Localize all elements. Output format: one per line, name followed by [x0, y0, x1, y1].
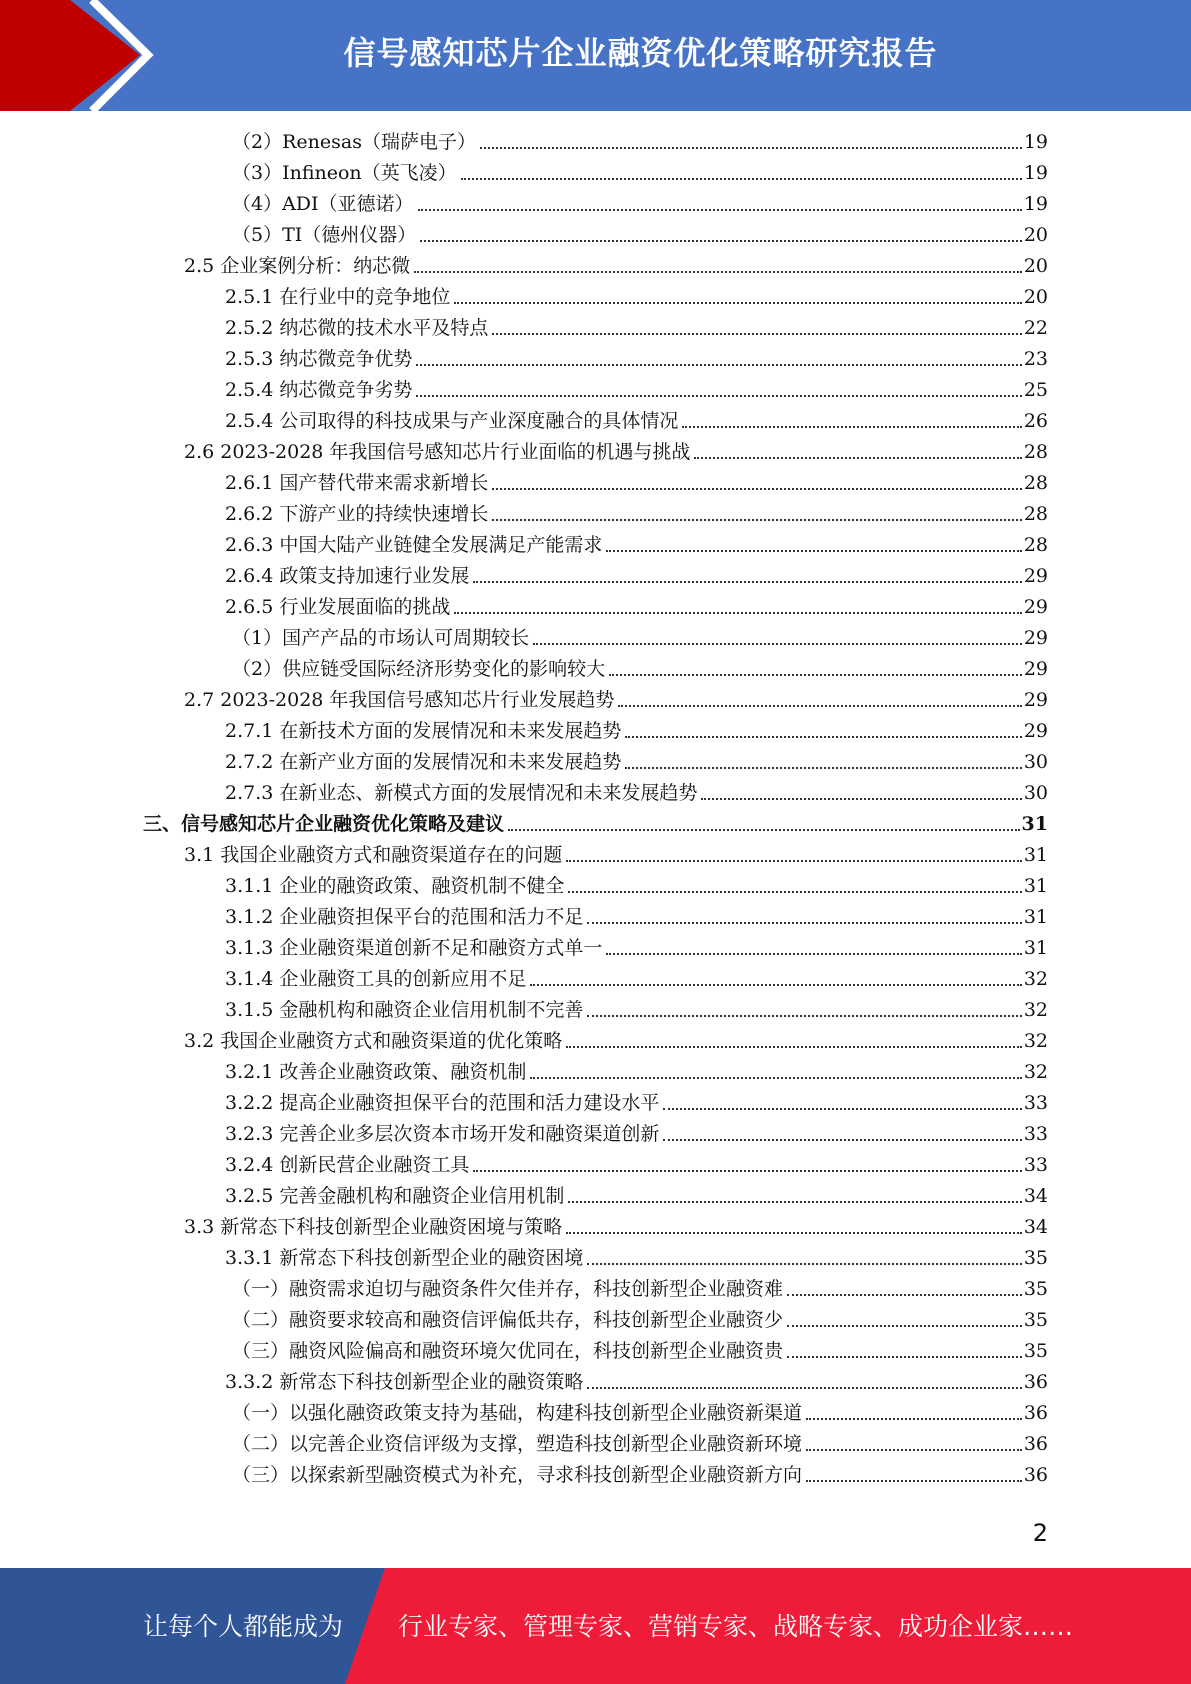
toc-entry-label: 2.7 2023-2028 年我国信号感知芯片行业发展趋势	[184, 689, 615, 711]
toc-entry[interactable]	[184, 251, 1048, 282]
toc-entry-label: 3.1.1 企业的融资政策、融资机制不健全	[225, 875, 565, 897]
toc-entry[interactable]	[225, 282, 1048, 313]
toc-entry[interactable]	[184, 685, 1048, 716]
toc-entry-label: 2.6 2023-2028 年我国信号感知芯片行业面临的机遇与挑战	[184, 441, 691, 463]
footer-slogan-right: 行业专家、管理专家、营销专家、战略专家、成功企业家……	[398, 1612, 1074, 1641]
toc-entry[interactable]	[184, 1212, 1048, 1243]
toc-entry-page: 33	[1023, 1123, 1048, 1145]
toc-entry[interactable]	[232, 1429, 1048, 1460]
toc-entry-label: 2.7.2 在新产业方面的发展情况和未来发展趋势	[225, 751, 622, 773]
toc-entry[interactable]	[232, 1305, 1048, 1336]
toc-entry-label: 2.7.3 在新业态、新模式方面的发展情况和未来发展趋势	[225, 782, 698, 804]
toc-entry-page: 29	[1023, 565, 1048, 587]
footer-slogan-left: 让每个人都能成为	[143, 1612, 344, 1641]
toc-entry[interactable]	[225, 964, 1048, 995]
toc-entry-label: 2.5.4 公司取得的科技成果与产业深度融合的具体情况	[225, 410, 679, 432]
report-title: 信号感知芯片企业融资优化策略研究报告	[343, 34, 938, 72]
toc-entry-page: 26	[1023, 410, 1048, 432]
toc-entry-page: 36	[1023, 1371, 1048, 1393]
toc-entry-label: 2.6.1 国产替代带来需求新增长	[225, 472, 489, 494]
toc-entry-page: 32	[1023, 1061, 1048, 1083]
toc-entry-page: 25	[1023, 379, 1048, 401]
toc-entry[interactable]	[225, 561, 1048, 592]
toc-entry[interactable]	[225, 530, 1048, 561]
toc-entry[interactable]	[225, 313, 1048, 344]
toc-entry-page: 28	[1023, 441, 1048, 463]
toc-entry-page: 35	[1023, 1278, 1048, 1300]
toc-entry[interactable]	[225, 716, 1048, 747]
toc-entry-page: 30	[1023, 751, 1048, 773]
toc-entry[interactable]	[225, 995, 1048, 1026]
toc-entry[interactable]	[225, 1150, 1048, 1181]
toc-entry-label: （一）以强化融资政策支持为基础，构建科技创新型企业融资新渠道	[232, 1402, 803, 1424]
toc-entry[interactable]	[232, 127, 1048, 158]
toc-entry-label: 3.2.3 完善企业多层次资本市场开发和融资渠道创新	[225, 1123, 660, 1145]
toc-entry-label: （二）融资要求较高和融资信评偏低共存，科技创新型企业融资少	[232, 1309, 784, 1331]
toc-entry[interactable]	[232, 1336, 1048, 1367]
toc-entry-label: （1）国产产品的市场认可周期较长	[232, 627, 530, 649]
header-arrow-decoration	[0, 0, 160, 111]
toc-entry-label: 3.1 我国企业融资方式和融资渠道存在的问题	[184, 844, 563, 866]
toc-entry[interactable]	[225, 1088, 1048, 1119]
toc-entry-page: 31	[1023, 906, 1048, 928]
toc-entry-label: 2.7.1 在新技术方面的发展情况和未来发展趋势	[225, 720, 622, 742]
toc-entry-page: 19	[1023, 193, 1048, 215]
toc-entry-label: 3.2.1 改善企业融资政策、融资机制	[225, 1061, 527, 1083]
toc-entry-page: 32	[1023, 1030, 1048, 1052]
toc-entry-label: 3.2.5 完善金融机构和融资企业信用机制	[225, 1185, 565, 1207]
toc-entry-page: 20	[1023, 224, 1048, 246]
toc-entry[interactable]	[225, 778, 1048, 809]
toc-entry-label: 2.5.3 纳芯微竞争优势	[225, 348, 413, 370]
toc-entry-page: 29	[1023, 720, 1048, 742]
toc-entry-label: （3）Infineon（英飞凌）	[232, 162, 457, 184]
toc-entry[interactable]	[232, 158, 1048, 189]
toc-entry-page: 28	[1023, 534, 1048, 556]
toc-entry-label: 2.6.4 政策支持加速行业发展	[225, 565, 470, 587]
toc-entry-label: 3.1.2 企业融资担保平台的范围和活力不足	[225, 906, 584, 928]
toc-entry-label: （4）ADI（亚德诺）	[232, 193, 414, 215]
toc-entry[interactable]	[225, 1367, 1048, 1398]
toc-entry-label: 三、信号感知芯片企业融资优化策略及建议	[143, 813, 505, 835]
toc-entry[interactable]	[184, 840, 1048, 871]
toc-entry[interactable]	[232, 1460, 1048, 1491]
page-number: 2	[1032, 1519, 1048, 1547]
toc-entry-page: 29	[1023, 689, 1048, 711]
toc-entry[interactable]	[225, 344, 1048, 375]
toc-entry-page: 29	[1023, 658, 1048, 680]
toc-entry[interactable]	[225, 375, 1048, 406]
toc-entry[interactable]	[225, 406, 1048, 437]
toc-entry-page: 35	[1023, 1309, 1048, 1331]
toc-entry[interactable]	[225, 592, 1048, 623]
toc-entry-page: 35	[1023, 1247, 1048, 1269]
toc-entry-page: 19	[1023, 131, 1048, 153]
toc-entry-page: 22	[1023, 317, 1048, 339]
toc-entry-label: 3.2.2 提高企业融资担保平台的范围和活力建设水平	[225, 1092, 660, 1114]
toc-entry-label: 2.5.2 纳芯微的技术水平及特点	[225, 317, 489, 339]
toc-entry[interactable]	[225, 1181, 1048, 1212]
toc-entry-label: （二）以完善企业资信评级为支撑，塑造科技创新型企业融资新环境	[232, 1433, 803, 1455]
toc-entry-label: 3.1.4 企业融资工具的创新应用不足	[225, 968, 527, 990]
toc-entry[interactable]	[225, 1057, 1048, 1088]
toc-entry-page: 36	[1023, 1433, 1048, 1455]
toc-entry-page: 31	[1021, 813, 1048, 835]
toc-entry[interactable]	[232, 654, 1048, 685]
toc-entry-page: 30	[1023, 782, 1048, 804]
toc-entry[interactable]	[225, 902, 1048, 933]
toc-entry-page: 28	[1023, 472, 1048, 494]
toc-entry-label: 3.3.2 新常态下科技创新型企业的融资策略	[225, 1371, 584, 1393]
toc-entry[interactable]	[232, 623, 1048, 654]
toc-entry-page: 31	[1023, 875, 1048, 897]
toc-entry-page: 19	[1023, 162, 1048, 184]
toc-entry[interactable]	[232, 220, 1048, 251]
toc-entry-label: （三）融资风险偏高和融资环境欠优同在，科技创新型企业融资贵	[232, 1340, 784, 1362]
toc-entry-page: 23	[1023, 348, 1048, 370]
toc-entry-label: （2）Renesas（瑞萨电子）	[232, 131, 476, 153]
toc-entry-label: （三）以探索新型融资模式为补充，寻求科技创新型企业融资新方向	[232, 1464, 803, 1486]
toc-entry[interactable]	[225, 1243, 1048, 1274]
toc-entry[interactable]	[225, 871, 1048, 902]
toc-entry-page: 32	[1023, 968, 1048, 990]
toc-entry[interactable]	[225, 468, 1048, 499]
toc-entry-label: 2.6.3 中国大陆产业链健全发展满足产能需求	[225, 534, 603, 556]
toc-entry-page: 36	[1023, 1402, 1048, 1424]
toc-entry-page: 20	[1023, 255, 1048, 277]
toc-entry-label: 3.1.5 金融机构和融资企业信用机制不完善	[225, 999, 584, 1021]
toc-entry-label: 3.1.3 企业融资渠道创新不足和融资方式单一	[225, 937, 603, 959]
toc-entry-page: 31	[1023, 937, 1048, 959]
toc-entry[interactable]	[225, 933, 1048, 964]
toc-entry-label: 3.3.1 新常态下科技创新型企业的融资困境	[225, 1247, 584, 1269]
toc-entry-page: 20	[1023, 286, 1048, 308]
toc-entry-label: （2）供应链受国际经济形势变化的影响较大	[232, 658, 606, 680]
toc-entry-page: 34	[1023, 1185, 1048, 1207]
toc-entry[interactable]	[232, 189, 1048, 220]
toc-entry-label: 2.5 企业案例分析：纳芯微	[184, 255, 411, 277]
toc-entry-label: 2.6.5 行业发展面临的挑战	[225, 596, 451, 618]
toc-entry-page: 32	[1023, 999, 1048, 1021]
toc-entry-label: 3.2.4 创新民营企业融资工具	[225, 1154, 470, 1176]
toc-entry[interactable]	[232, 1274, 1048, 1305]
toc-entry-page: 36	[1023, 1464, 1048, 1486]
toc-entry-label: 2.6.2 下游产业的持续快速增长	[225, 503, 489, 525]
toc-entry[interactable]	[232, 1398, 1048, 1429]
toc-entry[interactable]	[225, 747, 1048, 778]
toc-entry-page: 33	[1023, 1154, 1048, 1176]
toc-entry-page: 29	[1023, 596, 1048, 618]
toc-entry-page: 28	[1023, 503, 1048, 525]
toc-entry[interactable]	[225, 1119, 1048, 1150]
toc-entry[interactable]	[184, 1026, 1048, 1057]
toc-entry-page: 33	[1023, 1092, 1048, 1114]
toc-entry-page: 34	[1023, 1216, 1048, 1238]
toc-entry[interactable]	[225, 499, 1048, 530]
toc-entry-label: （一）融资需求迫切与融资条件欠佳并存，科技创新型企业融资难	[232, 1278, 784, 1300]
toc-entry-label: 2.5.1 在行业中的竞争地位	[225, 286, 451, 308]
toc-entry[interactable]	[184, 437, 1048, 468]
page-header	[0, 0, 1191, 111]
toc-entry-page: 31	[1023, 844, 1048, 866]
page-footer	[0, 1568, 1191, 1684]
toc-chapter-entry[interactable]	[143, 809, 1048, 840]
toc-entry-label: （5）TI（德州仪器）	[232, 224, 417, 246]
toc-entry-label: 3.3 新常态下科技创新型企业融资困境与策略	[184, 1216, 563, 1238]
toc-entry-label: 3.2 我国企业融资方式和融资渠道的优化策略	[184, 1030, 563, 1052]
toc-entry-page: 29	[1023, 627, 1048, 649]
toc-entry-page: 35	[1023, 1340, 1048, 1362]
toc-entry-label: 2.5.4 纳芯微竞争劣势	[225, 379, 413, 401]
